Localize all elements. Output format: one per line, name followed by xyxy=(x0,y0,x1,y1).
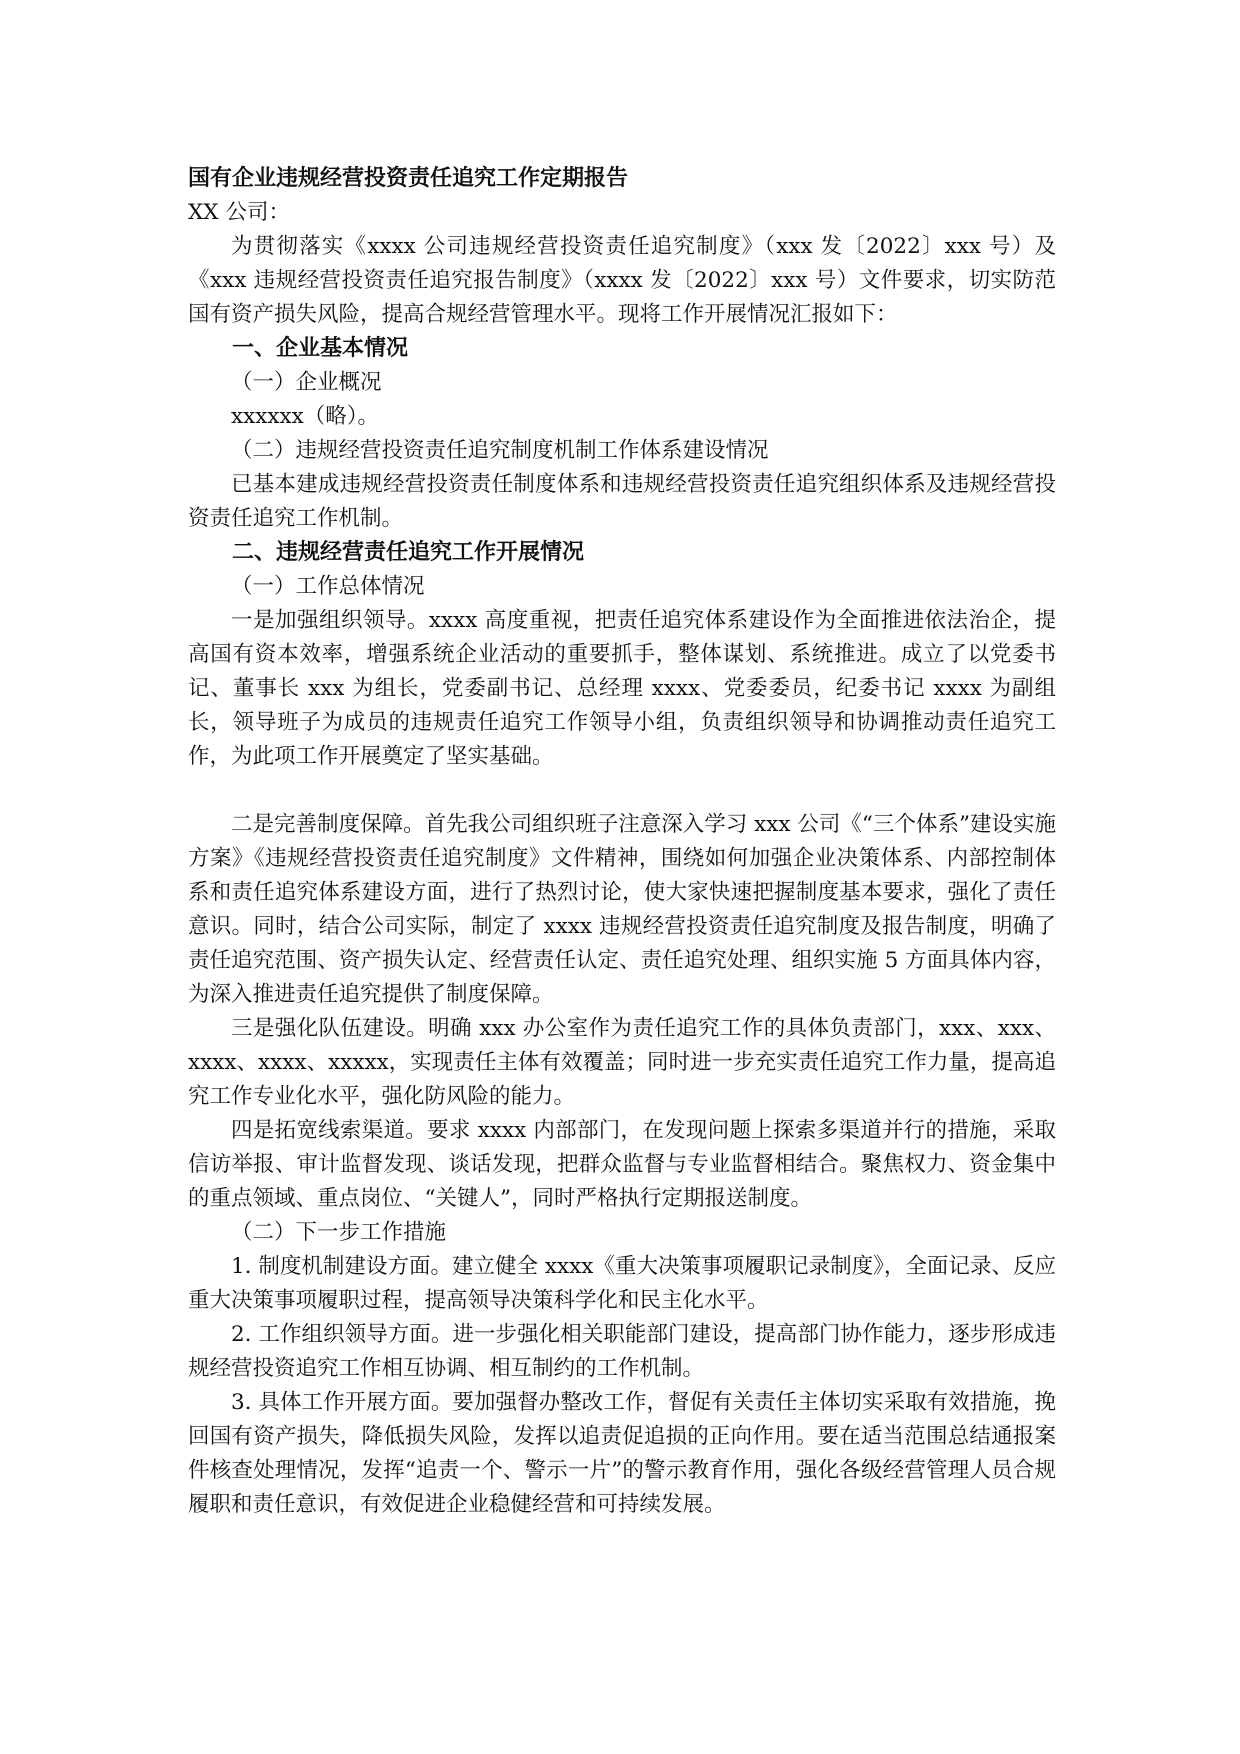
section-1-subheading-1: （一）企业概况 xyxy=(231,370,382,395)
document-title: 国有企业违规经营投资责任追究工作定期报告 xyxy=(188,166,629,191)
salutation: XX 公司： xyxy=(188,200,290,225)
section-1-subheading-2: （二）违规经营投资责任追究制度机制工作体系建设情况 xyxy=(231,438,769,463)
section-2-subheading-2: （二）下一步工作措施 xyxy=(231,1220,447,1245)
section-1-overview-text: xxxxxx（略）。 xyxy=(231,404,380,429)
measure-3: 3. 具体工作开展方面。要加强督办整改工作，督促有关责任主体切实采取有效措施，挽回国有资产损失，降低损失风险，发挥以追责促追损的正向作用。要在适当范围总结通报案件核查处理情况，发挥“追责一个、警示一片”的警示教育作用，强化各级经营管理人员合规履职和责任意识，有效促进企业稳健经营和可持续发展。 xyxy=(188,1390,1056,1517)
paragraph-clue-channels: 四是拓宽线索渠道。要求 xxxx 内部部门，在发现问题上探索多渠道并行的措施，采取信访举报、审计监督发现、谈话发现，把群众监督与专业监督相结合。聚焦权力、资金集中的重点领域、重点岗位、“关键人”，同时严格执行定期报送制度。 xyxy=(188,1118,1056,1211)
paragraph-organization: 一是加强组织领导。xxxx 高度重视，把责任追究体系建设作为全面推进依法治企，提高国有资本效率，增强系统企业活动的重要抓手，整体谋划、系统推进。成立了以党委书记、董事长 xxx 为组长，党委副书记、总经理 xxxx、党委委员，纪委书记 xxxx 为副组长，领导班子为成员的违规责任追究工作领导小组，负责组织领导和协调推动责任追究工作，为此项工作开展奠定了坚实基础。 xyxy=(188,608,1056,769)
paragraph-gap xyxy=(188,774,1056,808)
section-2-subheading-1: （一）工作总体情况 xyxy=(231,574,425,599)
measure-1: 1. 制度机制建设方面。建立健全 xxxx《重大决策事项履职记录制度》，全面记录、反应重大决策事项履职过程，提高领导决策科学化和民主化水平。 xyxy=(188,1254,1056,1313)
paragraph-team-building: 三是强化队伍建设。明确 xxx 办公室作为责任追究工作的具体负责部门，xxx、xxx、xxxx、xxxx、xxxxx，实现责任主体有效覆盖；同时进一步充实责任追究工作力量，提高追究工作专业化水平，强化防风险的能力。 xyxy=(188,1016,1056,1109)
section-2-heading: 二、违规经营责任追究工作开展情况 xyxy=(232,540,585,565)
intro-paragraph: 为贯彻落实《xxxx 公司违规经营投资责任追究制度》（xxx 发〔2022〕xxx 号）及《xxx 违规经营投资责任追究报告制度》（xxxx 发〔2022〕xxx 号）文件要求，切实防范国有资产损失风险，提高合规经营管理水平。现将工作开展情况汇报如下： xyxy=(188,234,1056,327)
paragraph-system-guarantee: 二是完善制度保障。首先我公司组织班子注意深入学习 xxx 公司《“三个体系”建设实施方案》《违规经营投资责任追究制度》文件精神，围绕如何加强企业决策体系、内部控制体系和责任追究体系建设方面，进行了热烈讨论，使大家快速把握制度基本要求，强化了责任意识。同时，结合公司实际，制定了 xxxx 违规经营投资责任追究制度及报告制度，明确了责任追究范围、资产损失认定、经营责任认定、责任追究处理、组织实施 5 方面具体内容，为深入推进责任追究提供了制度保障。 xyxy=(188,812,1056,1007)
section-1-heading: 一、企业基本情况 xyxy=(232,336,409,361)
measure-2: 2. 工作组织领导方面。进一步强化相关职能部门建设，提高部门协作能力，逐步形成违规经营投资追究工作相互协调、相互制约的工作机制。 xyxy=(188,1322,1056,1381)
section-1-system-text: 已基本建成违规经营投资责任制度体系和违规经营投资责任追究组织体系及违规经营投资责任追究工作机制。 xyxy=(188,472,1056,531)
document-page xyxy=(188,162,1056,1522)
